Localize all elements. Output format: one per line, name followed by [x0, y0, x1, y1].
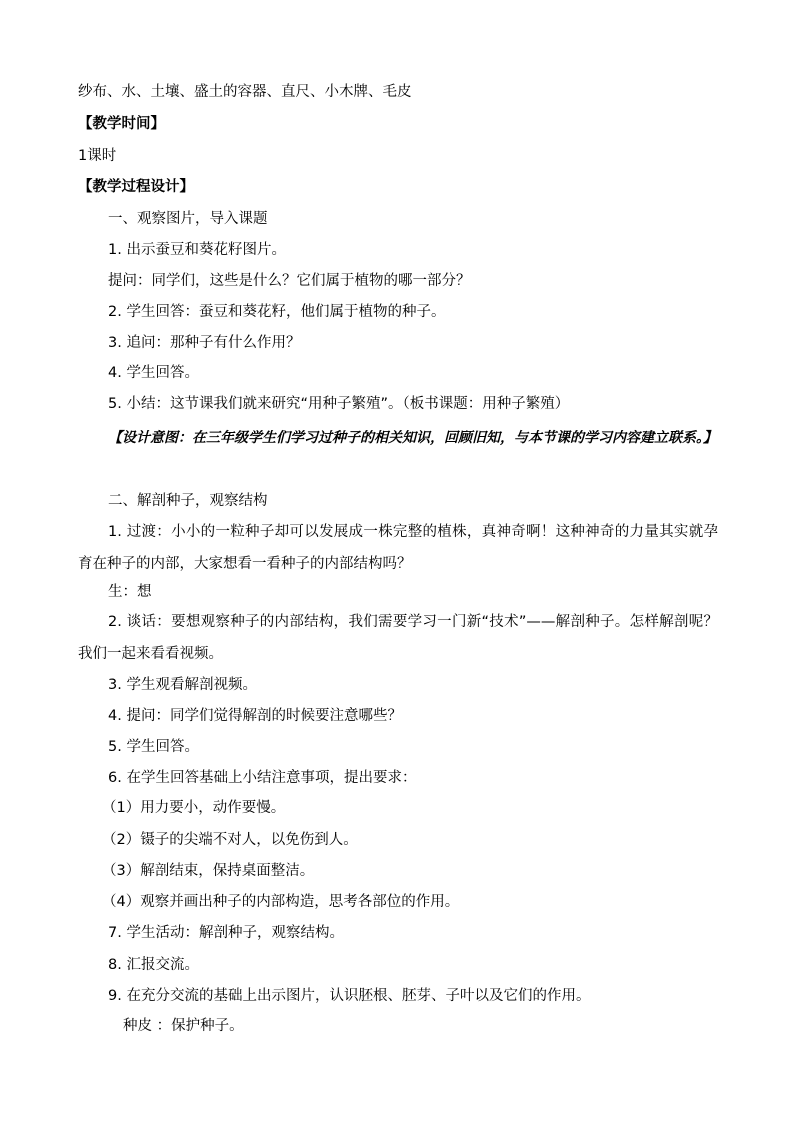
- section-2-item-4: 4. 提问：同学们觉得解剖的时候要注意哪些？: [108, 708, 402, 724]
- teaching-time-heading: 【教学时间】: [78, 116, 165, 132]
- section-2-item-8: 8. 汇报交流。: [108, 957, 199, 973]
- teaching-process-heading: 【教学过程设计】: [78, 179, 194, 195]
- section-1-item-1: 1. 出示蚕豆和葵花籽图片。: [108, 242, 286, 258]
- section-2-item-5: 5. 学生回答。: [108, 739, 199, 755]
- requirement-4: （4）观察并画出种子的内部构造，思考各部位的作用。: [102, 894, 460, 910]
- section-1-item-4: 4. 学生回答。: [108, 365, 199, 381]
- section-2-item-6: 6. 在学生回答基础上小结注意事项，提出要求：: [108, 770, 417, 786]
- materials-line: 纱布、水、土壤、盛土的容器、直尺、小木牌、毛皮: [78, 84, 412, 100]
- section-2-item-3: 3. 学生观看解剖视频。: [108, 677, 257, 693]
- section-2-item-7: 7. 学生活动：解剖种子，观察结构。: [108, 925, 344, 941]
- section-1-item-3: 3. 追问：那种子有什么作用？: [108, 335, 301, 351]
- section-2-item-9: 9. 在充分交流的基础上出示图片，认识胚根、胚芽、子叶以及它们的作用。: [108, 988, 591, 1004]
- section-1-title: 一、观察图片，导入课题: [108, 211, 268, 227]
- teaching-time-value: 1课时: [78, 148, 117, 164]
- section-1-item-5: 5. 小结：这节课我们就来研究“用种子繁殖”。（板书课题：用种子繁殖）: [108, 396, 570, 412]
- requirement-3: （3）解剖结束，保持桌面整洁。: [102, 863, 315, 879]
- requirement-2: （2）镊子的尖端不对人，以免伤到人。: [102, 832, 358, 848]
- section-1-item-2: 2. 学生回答：蚕豆和葵花籽，他们属于植物的种子。: [108, 304, 446, 320]
- seed-coat-line: 种皮 ：保护种子。: [123, 1018, 244, 1034]
- design-intent-note: 【设计意图：在三年级学生们学习过种子的相关知识，回顾旧知，与本节课的学习内容建立联系。】: [108, 430, 717, 446]
- section-2-answer: 生：想: [108, 584, 152, 600]
- requirement-1: （1）用力要小，动作要慢。: [102, 800, 286, 816]
- section-2-item-1: 1. 过渡：小小的一粒种子却可以发展成一株完整的植株，真神奇啊！这种神奇的力量其实就孕育在种子的内部，大家想看一看种子的内部结构吗？: [78, 524, 718, 572]
- section-2-title: 二、解剖种子，观察结构: [108, 493, 268, 509]
- section-1-question: 提问：同学们，这些是什么？它们属于植物的哪一部分？: [108, 273, 471, 289]
- section-2-item-2: 2. 谈话：要想观察种子的内部结构，我们需要学习一门新“技术”——解剖种子。怎样解剖呢？我们一起来看看视频。: [78, 614, 718, 662]
